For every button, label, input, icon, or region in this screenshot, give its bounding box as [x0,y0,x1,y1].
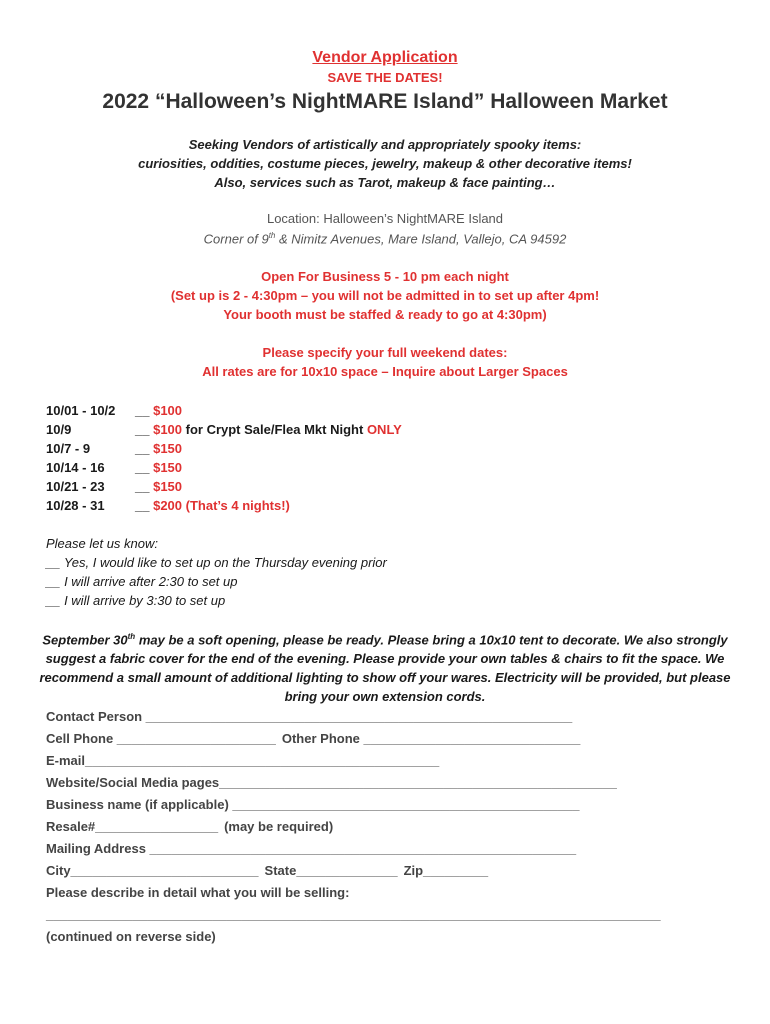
phone-row [46,728,661,750]
vendor-application-heading: Vendor Application [312,49,458,66]
date-checkbox-blank[interactable]: __ [135,479,150,494]
date-checkbox-blank[interactable]: __ [135,422,150,437]
notice-paragraph [30,627,740,706]
date-price [135,420,402,439]
page-title: 2022 “Halloween’s NightMARE Island” Halloween Market [102,90,668,113]
let-us-know-section [46,534,387,610]
date-label: 10/28 - 31 [46,498,105,513]
seeking-line-2: curiosities, oddities, costume pieces, jewelry, makeup & other decorative items! [138,156,632,171]
rates-line-1: Please specify your full weekend dates: [262,345,508,360]
price-value: $200 (That’s 4 nights!) [153,498,290,513]
date-label: 10/7 - 9 [46,441,91,456]
date-price [135,458,182,477]
notice-pre: September 30 [42,632,128,648]
location-line-2-pre: Corner of 9 [203,231,269,247]
email-field[interactable]: E-mail_________________________________________________ [46,753,440,768]
arrive-by-option[interactable]: __ I will arrive by 3:30 to set up [46,593,226,608]
price-value: $150 [153,441,183,456]
date-checkbox-blank[interactable]: __ [135,403,150,418]
resale-row [46,816,661,838]
date-checkbox-blank[interactable]: __ [135,441,150,456]
city-field[interactable]: City__________________________ [46,863,259,878]
resale-field[interactable]: Resale#_________________ [46,819,219,834]
website-field[interactable]: Website/Social Media pages_______________________________________________________ [46,775,617,790]
describe-label: Please describe in detail what you will be selling: [46,885,350,900]
date-checkbox-blank[interactable]: __ [135,460,150,475]
date-label: 10/14 - 16 [46,460,105,475]
business-name-field[interactable]: Business name (if applicable) ________________________________________________ [46,797,580,812]
date-price [135,496,290,515]
location-line-2-sup: th [268,231,276,240]
let-us-know-heading: Please let us know: [46,536,159,551]
location-line-1: Location: Halloween’s NightMARE Island [266,211,504,226]
contact-person-field[interactable]: Contact Person ___________________________________________________________ [46,709,573,724]
arrive-after-option[interactable]: __ I will arrive after 2:30 to set up [46,574,238,589]
date-label: 10/21 - 23 [46,479,105,494]
price-value: $150 [153,479,183,494]
rates-line-2: All rates are for 10x10 space – Inquire about Larger Spaces [202,364,568,379]
describe-line[interactable]: _____________________________________________________________________________________ [46,907,661,922]
mailing-address-field[interactable]: Mailing Address ___________________________________________________________ [46,841,577,856]
seeking-line-3: Also, services such as Tarot, makeup & face painting… [214,175,556,190]
date-price [135,401,182,420]
continued-note: (continued on reverse side) [46,929,216,944]
state-field[interactable]: State______________ [264,863,398,878]
price-value: $150 [153,460,183,475]
date-price [135,439,182,458]
date-price [135,477,182,496]
location-line-2-post: & Nimitz Avenues, Mare Island, Vallejo, CA 94592 [275,231,567,247]
zip-field[interactable]: Zip_________ [403,863,489,878]
price-value: $100 [153,422,183,437]
price-note-emphasis: ONLY [366,422,402,437]
date-checkbox-blank[interactable]: __ [135,498,150,513]
notice-sup: th [127,632,136,641]
hours-line-3: Your booth must be staffed & ready to go at 4:30pm) [223,307,547,322]
price-value: $100 [153,403,183,418]
cell-phone-field[interactable]: Cell Phone ______________________ [46,731,276,746]
price-note: for Crypt Sale/Flea Mkt Night [182,422,367,437]
location-line-2 [0,231,770,246]
city-state-zip-row [46,860,661,882]
seeking-line-1: Seeking Vendors of artistically and appropriately spooky items: [188,137,582,152]
contact-form [46,706,661,948]
resale-note: (may be required) [224,819,334,834]
date-label: 10/01 - 10/2 [46,403,116,418]
save-the-dates: SAVE THE DATES! [327,70,443,85]
thursday-option[interactable]: __ Yes, I would like to set up on the Thursday evening prior [46,555,387,570]
hours-line-1: Open For Business 5 - 10 pm each night [261,269,509,284]
notice-post: may be a soft opening, please be ready. Please bring a 10x10 tent to decorate. We also strongly suggest a fabric cover for the end of the evening. Please provide your own tables & chairs to fit the space. We recommend a small amount of additional lighting to show off your wares. Electricity will be provided, but please bring your own extension cords. [39,632,731,705]
date-label: 10/9 [46,422,72,437]
other-phone-field[interactable]: Other Phone ______________________________ [281,731,581,746]
hours-line-2: (Set up is 2 - 4:30pm – you will not be admitted in to set up after 4pm! [170,288,600,303]
